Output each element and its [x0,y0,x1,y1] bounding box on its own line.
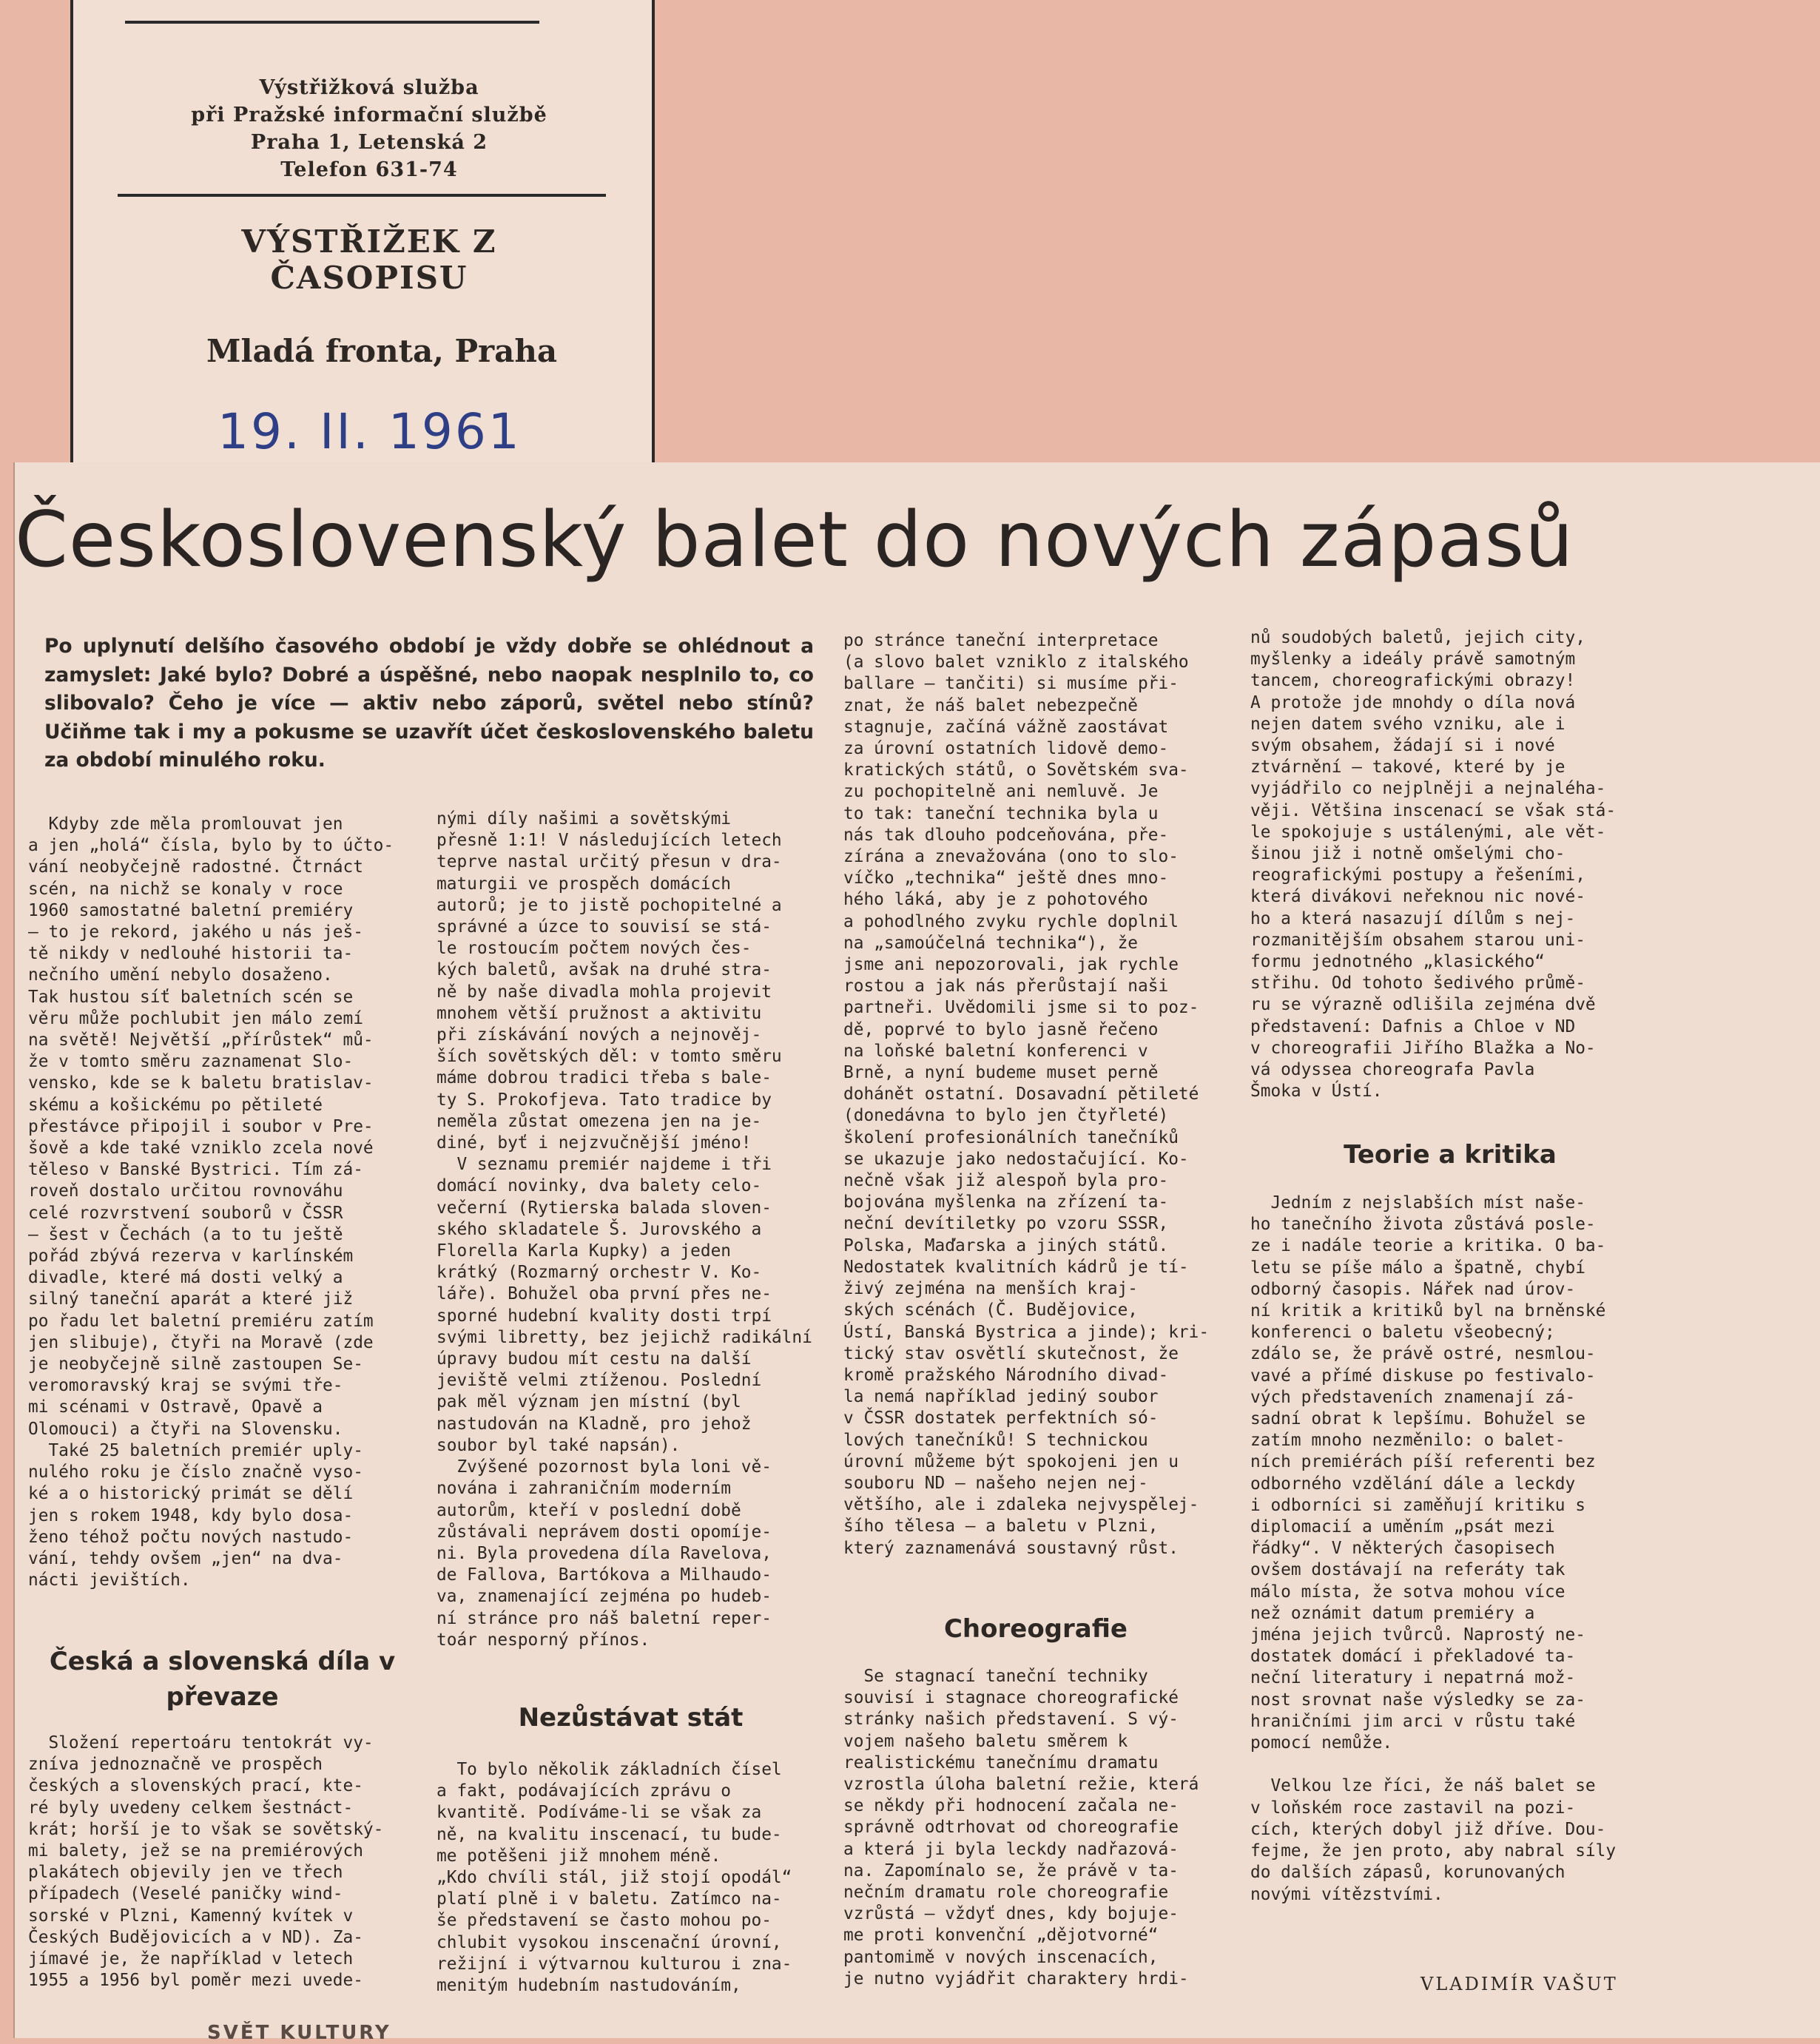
service-line: při Pražské informační službě [191,104,547,127]
text-line: vých představeních znamenají zá- [1250,1387,1576,1407]
text-line: neměla zůstat omezena jen na je- [437,1111,762,1131]
text-line: než oznámit datum premiéry a [1250,1603,1535,1623]
article-author: VLADIMÍR VAŠUT [1420,1974,1618,1994]
text-line: ru se výrazně odlišila zejména dvě [1250,995,1596,1015]
text-line: Českých Budějovicích a v ND). Za- [28,1927,363,1947]
text-line: nás tak dlouho podceňována, pře- [843,825,1169,845]
text-line: lových tanečníků! S technickou [843,1430,1148,1450]
service-line: Praha 1, Letenská 2 [250,131,488,154]
text-line: tický stav osvětlí skutečnost, že [843,1343,1179,1363]
text-line: toár nesporný přínos. [437,1630,650,1650]
text-line: (donedávna to bylo jen čtyřleté) [843,1106,1169,1126]
text-line: Se stagnací taneční techniky [843,1667,1148,1686]
text-line: režijní i výtvarnou kulturou i zna- [437,1954,792,1974]
text-line: svými libretty, bez jejichž radikální [437,1327,812,1347]
text-line: který zaznamenává soustavný růst. [843,1538,1179,1558]
text-line: ších sovětských děl: v tomto směru [437,1047,782,1067]
text-line: roveň dostalo určitou rovnováhu [28,1181,343,1201]
text-line: še představení se často mohou po- [437,1911,772,1931]
text-line: kvantitě. Podíváme-li se však za [437,1803,762,1823]
text-line: šinou již i notně omšelými cho- [1250,844,1565,864]
text-line: nejen datem svého vzniku, ale i [1250,714,1565,734]
column-3b-text [843,1666,1228,1990]
column-4-text [1250,627,1650,1102]
text-line: cích, kterých dobyl již dříve. Dou- [1250,1819,1606,1839]
text-line: — šest v Čechách (a to tu ještě [28,1224,343,1244]
text-line: jímavé je, že například v letech [28,1949,354,1969]
text-line: řádky“. V některých časopisech [1250,1539,1555,1559]
text-line: ně, na kvalitu inscenací, tu bude- [437,1824,782,1844]
text-line: ty S. Prokofjeva. Tato tradice by [437,1090,772,1110]
text-line: vá odyssea choreografa Pavla [1250,1060,1535,1080]
text-line: ze i nadále teorie a kritika. O ba- [1250,1236,1606,1256]
clipping-service-stamp [70,0,655,510]
text-line: nastudován na Kladně, pro jehož [437,1414,752,1434]
text-line: vzrostla úloha baletní režie, která [843,1775,1199,1795]
text-line: se někdy při hodnocení začala ne- [843,1796,1179,1816]
text-line: v loňském roce zastavil na pozi- [1250,1798,1576,1818]
text-line: scén, na nichž se konaly v roce [28,879,343,899]
text-line: kých baletů, avšak na druhé stra- [437,960,772,980]
text-line: partneři. Uvědomili jsme si to poz- [843,998,1199,1018]
text-line: ních premiérách píší referenti bez [1250,1452,1596,1472]
text-line: le rostoucím počtem nových čes- [437,939,752,959]
text-line: Velkou lze říci, že náš balet se [1250,1776,1596,1796]
text-line: V seznamu premiér najdeme i tři [437,1155,772,1175]
text-line: Polska, Maďarska a jiných států. [843,1235,1169,1255]
text-line: Šmoka v Ústí. [1250,1082,1383,1102]
column-1-text [28,814,417,1591]
text-line: nulého roku je číslo značně vyso- [28,1463,363,1483]
subheading-choreografie: Choreografie [943,1614,1128,1644]
text-line: případech (Veselé paničky wind- [28,1884,343,1904]
text-line: sorské v Plzni, Kamenný kvítek v [28,1906,354,1926]
text-line: letu se píše málo a špatně, chybí [1250,1258,1585,1278]
text-line: autorům, kteří v poslední době [437,1500,741,1520]
text-line: Složení repertoáru tentokrát vy- [28,1733,374,1753]
text-line: divadle, které má dosti velký a [28,1268,343,1288]
text-line: ho tanečního života zůstává posle- [1250,1215,1596,1235]
text-line: soubor byl také napsán). [437,1435,681,1455]
text-line: nována i zahraničním moderním [437,1479,732,1499]
text-line: správně odtrhovat od choreografie [843,1818,1179,1838]
text-line: hého láká, aby je z pohotového [843,890,1148,910]
text-line: souvisí i stagnace choreografické [843,1688,1179,1708]
text-line: ní kritik a kritiků byl na brněnské [1250,1301,1606,1321]
text-line: šího tělesa — a baletu v Plzni, [843,1517,1159,1537]
text-line: hraničními jim arci v růstu také [1250,1711,1576,1731]
text-line: vání, tehdy ovšem „jen“ na dva- [28,1548,343,1568]
text-line: přesně 1:1! V následujících letech [437,831,782,851]
text-line: těleso v Banské Bystrici. Tím zá- [28,1160,363,1180]
text-line: krátký (Rozmarný orchestr V. Ko- [437,1263,762,1283]
text-line: dostatek domácí i překladové ta- [1250,1647,1576,1667]
column-1-continued [28,1733,417,1991]
text-line: formu jednotného „klasického“ [1250,952,1546,972]
text-line: střihu. Od tohoto šedivého průmě- [1250,974,1585,994]
text-line: silný taneční aparát a které již [28,1289,354,1309]
text-line: vojem našeho baletu směrem k [843,1731,1128,1751]
text-line: me potěšeni již mnohem méně. [437,1846,721,1866]
column-3-continued [843,1666,1228,1990]
text-line: veromoravský kraj se svými tře- [28,1376,343,1396]
column-2-text [437,809,825,1651]
column-4b-text [1250,1193,1650,1906]
text-line: skému a košickému po pětileté [28,1095,323,1115]
text-line: — to je rekord, jakého u nás ješ- [28,923,363,942]
text-line: Brně, a nyní budeme muset perně [843,1063,1159,1083]
text-line: neční devítiletky po vzoru SSSR, [843,1214,1169,1234]
text-line: myšlenky a ideály právě samotným [1250,650,1576,669]
column-2-continued [437,1759,825,1997]
text-line: vání neobyčejně radostné. Čtrnáct [28,857,363,877]
text-line: neční literatury i nepatrná mož- [1250,1668,1576,1688]
text-line: stránky našich představení. S vý- [843,1710,1179,1730]
text-line: úrovní můžeme být spokojeni jen u [843,1451,1179,1471]
text-line: „Kdo chvíli stál, již stojí opodál“ [437,1868,792,1888]
text-line: vensko, kde se k baletu bratislav- [28,1073,374,1093]
text-line: nečního umění nebylo dosaženo. [28,965,333,985]
text-line: zůstávali neprávem dosti opomíje- [437,1522,772,1542]
text-line: jeviště velmi ztíženou. Poslední [437,1371,762,1391]
column-4 [1250,627,1650,1102]
text-line: nečně však již alespoň byla pro- [843,1171,1169,1191]
text-line: va, znamenající zejména po hudeb- [437,1587,772,1607]
newspaper-name: Mladá fronta, Praha [206,333,558,369]
text-line: zdálo se, že právě ostré, nesmlou- [1250,1344,1596,1364]
text-line: při získávání nových a nejnověj- [437,1025,762,1045]
text-line: málo místa, že sotva mohou více [1250,1582,1565,1602]
text-line: věru může pochlubit jen málo zemí [28,1008,363,1028]
text-line: na loňské baletní konferenci v [843,1041,1148,1061]
text-line: zu pochopitelně ani nemluvě. Je [843,782,1159,802]
text-line: teprve nastal určitý přesun v dra- [437,852,782,872]
subheading-nezustavat-stat: Nezůstávat stát [518,1703,744,1733]
subheading-teorie-kritika: Teorie a kritika [1344,1140,1557,1170]
text-line: Zvýšené pozornost byla loni vě- [437,1457,772,1477]
text-line: šově a kde také vzniklo zcela nové [28,1139,374,1158]
text-line: úpravy budou mít cestu na další [437,1349,752,1369]
text-line: pomocí nemůže. [1250,1733,1393,1753]
text-line: odborného vzdělání dále a leckdy [1250,1474,1576,1494]
text-line: dě, poprvé to bylo jasně řečeno [843,1019,1159,1039]
text-line: fejme, že jen proto, aby nabral síly [1250,1841,1617,1861]
text-line: to tak: taneční technika byla u [843,803,1159,823]
text-line: nost srovnat naše výsledky se za- [1250,1690,1585,1710]
text-line: ho a která nasazují dílům s nej- [1250,908,1576,928]
text-line: vyjádřilo co nejplněji a nejnaléha- [1250,779,1606,799]
text-line: mnohem větší pružnost a aktivitu [437,1003,762,1023]
text-line: ovšem dostávají na referáty tak [1250,1560,1565,1580]
text-line: sporné hudební kvality dosti trpí [437,1306,772,1326]
text-line: a pohodlného zvyku rychle doplnil [843,911,1179,931]
text-line: večerní (Rytierska balada sloven- [437,1198,772,1218]
text-line: je neobyčejně silně zastoupen Se- [28,1355,363,1375]
text-line: jména jejich tvůrců. Naprostý ne- [1250,1625,1585,1645]
text-line: tě nikdy v nedlouhé historii ta- [28,944,354,964]
text-line: na „samoúčelná technika“), že [843,933,1139,953]
text-line: láře). Bohužel oba první přes ne- [437,1284,772,1304]
text-line: rostou a jak nás přerůstají naši [843,977,1169,996]
text-line: sadní obrat k lepšímu. Bohužel se [1250,1409,1585,1429]
text-line: ženo téhož počtu nových nastudo- [28,1527,354,1547]
text-line: ké a o historický primát se dělí [28,1484,354,1504]
text-line: Nedostatek kvalitních kádrů je tí- [843,1257,1189,1277]
text-line: dohánět ostatní. Dosavadní pětileté [843,1085,1199,1104]
text-line: tancem, choreografickými obrazy! [1250,671,1576,691]
text-line: Ústí, Banská Bystrica a jinde); kri- [843,1322,1210,1342]
text-line: za úrovní ostatních lidově demo- [843,739,1169,759]
text-line: chlubit vysokou inscenační úrovní, [437,1932,782,1952]
text-line: školení profesionálních tanečníků [843,1127,1179,1147]
text-line: novými vítězstvími. [1250,1884,1443,1904]
text-line: znat, že náš balet nebezpečně [843,695,1139,715]
text-line: 1955 a 1956 byl poměr mezi uvede- [28,1971,363,1991]
text-line: zníva jednoznačně ve prospěch [28,1755,323,1775]
text-line: mi scénami v Ostravě, Opavě a [28,1397,323,1417]
text-line: realistickému tanečnímu dramatu [843,1753,1159,1773]
text-line: víčko „technika“ ještě dnes mno- [843,868,1169,888]
text-line: správné a úzce to souvisí se stá- [437,917,772,937]
text-line: máme dobrou tradici třeba s bale- [437,1068,772,1088]
text-line: Tak hustou síť baletních scén se [28,987,354,1007]
text-line: představení: Dafnis a Chloe v ND [1250,1016,1576,1036]
text-line: ně by naše divadla mohla projevit [437,982,772,1002]
text-line: domácí novinky, dva balety celo- [437,1176,762,1196]
column-1b-text [28,1733,417,1991]
text-line: reografickými postupy a řešeními, [1250,866,1585,886]
text-line: Také 25 baletních premiér uply- [28,1440,363,1460]
text-line: se ukazuje jako nedostačující. Ko- [843,1149,1189,1169]
text-line: mi balety, jež se na premiérových [28,1841,363,1861]
text-line: a fakt, podávajících zprávu o [437,1781,732,1801]
text-line: že v tomto směru zaznamenat Slo- [28,1052,354,1072]
article-lead: Po uplynutí delšího časového období je vždy dobře se ohlédnout a zamyslet: Jaké bylo? Dobré a úspěšné, nebo naopak nesplnilo to, co slibovalo? Čeho je více — aktiv nebo záporů, světel nebo stínů? Učiňme tak i my a pokusme se uzavřít účet československého baletu za období minulého roku. [44,635,814,772]
text-line: le spokojuje s ustálenými, ale vět- [1250,822,1606,842]
text-line: ballare — tančiti) si musíme při- [843,674,1179,694]
text-line: ní stránce pro náš baletní reper- [437,1608,772,1628]
text-line: ztvárnění — takové, které by je [1250,758,1565,778]
text-line: menitým hudebním nastudováním, [437,1976,741,1996]
text-line: me proti konvenční „dějotvorné“ [843,1926,1159,1946]
service-line: Telefon 631-74 [280,158,458,181]
text-line: To bylo několik základních čísel [437,1760,782,1779]
text-line: na světě! Největší „přírůstek“ mů- [28,1031,374,1050]
text-line: plakátech objevily jen ve třech [28,1863,343,1883]
text-line: pořád zbývá rezerva v karlínském [28,1247,354,1266]
service-line: Výstřižková služba [259,76,479,99]
text-line: diné, byť i nejzvučnější jméno! [437,1133,752,1153]
column-2b-text [437,1759,825,1997]
text-line: jen s rokem 1948, kdy bylo dosa- [28,1505,354,1525]
text-line: ského skladatele Š. Jurovského a [437,1219,762,1239]
text-line: Jedním z nejslabších míst naše- [1250,1193,1585,1212]
text-line: pantomimě v nových inscenacích, [843,1947,1159,1967]
text-line: po řadu let baletní premiéru zatím [28,1311,374,1331]
text-line: nácti jevištích. [28,1571,191,1591]
text-line: zírána a znevažována (ono to slo- [843,847,1179,867]
column-3 [843,630,1228,1559]
text-line: i odborníci si zaměňují kritiku s [1250,1495,1585,1515]
text-line: kromě pražského Národního divad- [843,1365,1169,1385]
text-line: svým obsahem, žádají si i nové [1250,736,1555,756]
stamp-top-rule [125,21,539,24]
text-line: souboru ND — našeho nejen nej- [843,1473,1148,1493]
text-line: diplomacií a uměním „psát mezi [1250,1517,1555,1537]
section-footer: SVĚT KULTURY [207,2022,391,2044]
clipping-label: VÝSTŘIŽEK Z ČASOPISU [241,223,497,296]
column-2 [437,809,825,1651]
text-line: Kdyby zde měla promlouvat jen [28,814,343,834]
text-line: českých a slovenských prací, kte- [28,1776,363,1796]
column-4-continued [1250,1193,1650,1906]
text-line: věji. Většina inscenací se však stá- [1250,800,1617,820]
subheading-czech-slovak: Česká a slovenská díla v převaze [49,1647,396,1712]
text-line: po stránce taneční interpretace [843,631,1159,650]
text-line: kratických států, o Sovětském sva- [843,760,1189,780]
service-address [147,74,591,183]
text-line: celé rozvrstvení souborů v ČSSR [28,1203,343,1223]
text-line: živý zejména na menších kraj- [843,1279,1139,1299]
text-line: la nemá například jediný soubor [843,1387,1159,1407]
text-line: ni. Byla provedena díla Ravelova, [437,1543,772,1563]
text-line: jsme ani nepozorovali, jak rychle [843,955,1179,975]
text-line: zatím mnoho nezměnilo: o balet- [1250,1431,1565,1451]
text-line: autorů; je to jistě pochopitelné a [437,895,782,915]
text-line: konferenci o baletu všeobecný; [1250,1323,1555,1343]
text-line: platí plně i v baletu. Zatímco na- [437,1889,782,1909]
text-line: Florella Karla Kupky) a jeden [437,1241,732,1261]
text-line: v choreografii Jiřího Blažka a No- [1250,1038,1596,1058]
stamp-divider [118,194,606,197]
text-line: v ČSSR dostatek perfektních só- [843,1409,1159,1429]
text-line [1250,1754,1650,1775]
text-line: stagnuje, začíná vážně zaostávat [843,717,1169,737]
text-line: 1960 samostatné baletní premiéry [28,900,354,920]
text-line: ských scénách (Č. Budějovice, [843,1301,1139,1320]
text-line: bojována myšlenka na zřízení ta- [843,1193,1169,1212]
text-line: pak měl význam jen místní (byl [437,1392,741,1412]
text-line: maturgii ve prospěch domácích [437,874,732,894]
text-line: A protože jde mnohdy o díla nová [1250,692,1576,712]
text-line: de Fallova, Bartókova a Milhaudo- [437,1565,772,1585]
stamp-date: 19. II. 1961 [218,403,522,460]
text-line: nými díly našimi a sovětskými [437,809,732,829]
text-line: která divákovi neřeknou nic nové- [1250,887,1585,907]
text-line: vzrůstá — vždyť dnes, kdy bojuje- [843,1904,1179,1924]
text-line: nečním dramatu role choreografie [843,1883,1169,1903]
text-line: vavé a přímé diskuse po festivalo- [1250,1366,1596,1386]
text-line: rozmanitějším obsahem starou uni- [1250,930,1585,950]
text-line: krát; horší je to však se sovětský- [28,1819,384,1839]
text-line: nů soudobých baletů, jejich city, [1250,628,1585,647]
text-line: (a slovo balet vzniklo z italského [843,652,1189,672]
text-line: jen slibuje), čtyři na Moravě (zde [28,1332,374,1352]
text-line: a jen „holá“ čísla, bylo by to účto- [28,836,394,856]
text-line: odborný časopis. Nářek nad úrov- [1250,1279,1576,1299]
text-line: do dalších zápasů, korunovaných [1250,1863,1565,1883]
text-line: a která ji byla leckdy nadřazová- [843,1839,1179,1859]
article-headline: Československý balet do nových zápasů [15,496,1574,584]
text-line: ré byly uvedeny celkem šestnáct- [28,1798,354,1818]
column-1 [28,814,417,1591]
text-line: většího, ale i zdaleka nejvyspělej- [843,1495,1199,1515]
text-line: na. Zapomínalo se, že právě v ta- [843,1861,1179,1881]
column-3-text [843,630,1228,1559]
text-line: je nutno vyjádřit charaktery hrdi- [843,1969,1189,1989]
text-line: Olomouci) a čtyři na Slovensku. [28,1419,343,1439]
text-line: přestávce připojil i soubor v Pre- [28,1116,374,1136]
